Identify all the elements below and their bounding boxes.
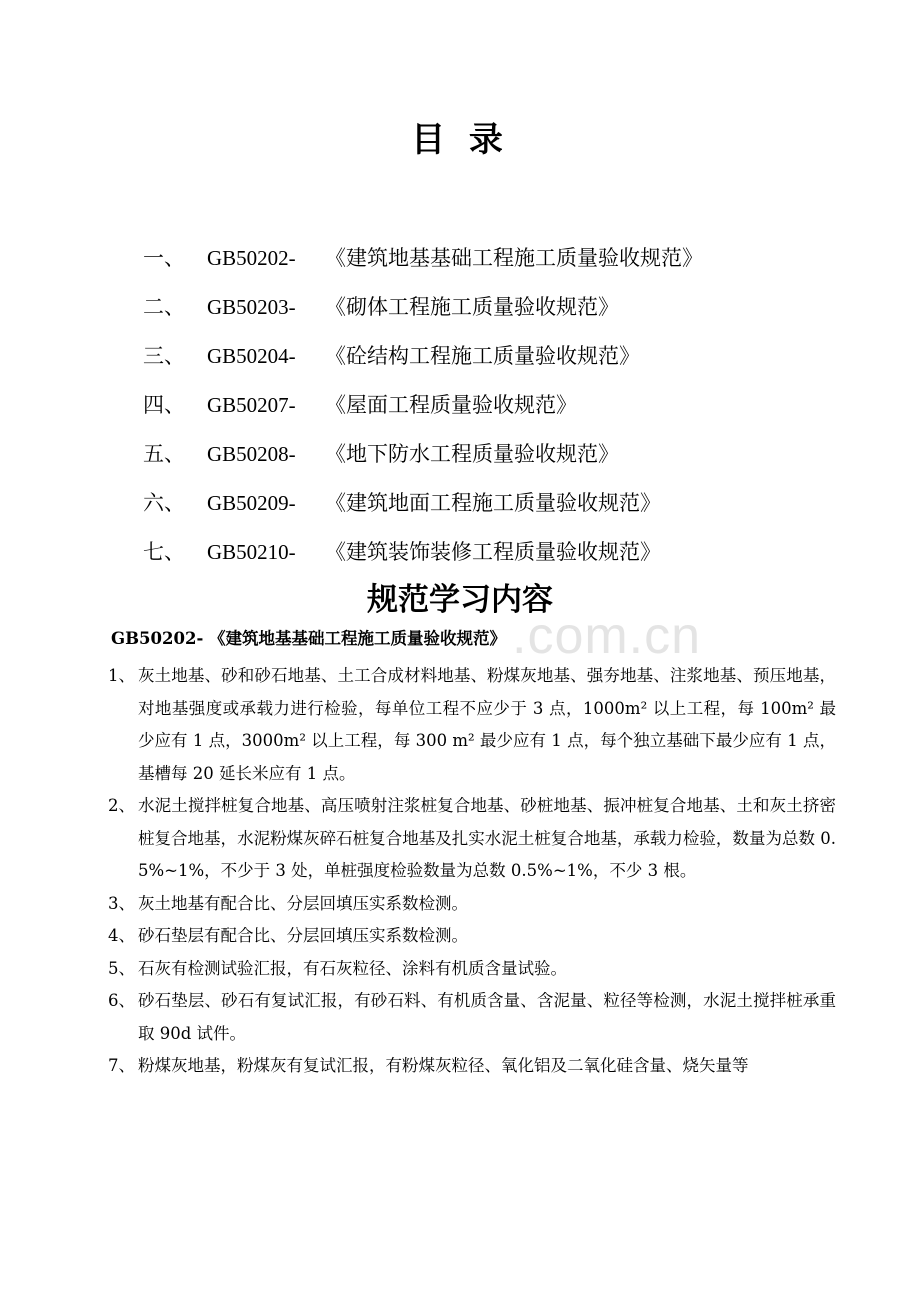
toc-number: 二、 [143, 295, 185, 319]
list-item [108, 1050, 836, 1083]
toc-number: 一、 [143, 246, 185, 270]
toc-code: GB50210- [207, 540, 296, 564]
toc-number: 六、 [143, 491, 185, 515]
list-item [108, 888, 836, 921]
list-item [108, 985, 836, 1050]
toc-item [143, 436, 843, 485]
toc-item [143, 338, 843, 387]
page-title: 目 录 [411, 120, 509, 160]
list-item [108, 790, 836, 888]
toc-name: 《砌体工程施工质量验收规范》 [325, 295, 619, 319]
toc-item [143, 387, 843, 436]
toc-number: 七、 [143, 540, 185, 564]
toc-name: 《建筑装饰装修工程质量验收规范》 [325, 540, 661, 564]
item-number: 5、 [108, 958, 135, 978]
table-of-contents [143, 240, 843, 583]
standard-subheading: GB50202- 《建筑地基基础工程施工质量验收规范》 [111, 629, 507, 648]
item-text: 石灰有检测试验汇报，有石灰粒径、涂料有机质含量试验。 [138, 958, 567, 978]
toc-code: GB50204- [207, 344, 296, 368]
toc-item [143, 485, 843, 534]
toc-item [143, 289, 843, 338]
item-number: 7、 [108, 1056, 135, 1075]
list-item [108, 660, 836, 790]
item-text: 灰土地基有配合比、分层回填压实系数检测。 [138, 893, 468, 913]
item-number: 1、 [108, 666, 135, 685]
list-item [108, 920, 836, 953]
toc-item [143, 240, 843, 289]
item-text: 粉煤灰地基，粉煤灰有复试汇报，有粉煤灰粒径、氧化铝及二氧化硅含量、烧矢量等 [138, 1056, 749, 1075]
item-text: 灰土地基、砂和砂石地基、土工合成材料地基、粉煤灰地基、强夯地基、注浆地基、预压地基，对地基强度或承载力进行检验，每单位工程不应少于 3 点，1000m² 以上工程，每 100m² 最少应有 1 点，3000m² 以上工程，每 300 m² 最少应有 1 点，每个独立基础下最少应有 1 点，基槽每 20 延长米应有 1 点。 [138, 666, 836, 783]
toc-code: GB50208- [207, 442, 296, 466]
item-number: 2、 [108, 796, 135, 815]
toc-number: 四、 [143, 393, 185, 417]
item-number: 3、 [108, 893, 135, 913]
toc-name: 《屋面工程质量验收规范》 [325, 393, 577, 417]
toc-name: 《建筑地面工程施工质量验收规范》 [325, 491, 661, 515]
item-text: 砂石垫层、砂石有复试汇报，有砂石料、有机质含量、含泥量、粒径等检测，水泥土搅拌桩承重取 90d 试件。 [138, 991, 836, 1043]
toc-name: 《地下防水工程质量验收规范》 [325, 442, 619, 466]
toc-number: 三、 [143, 344, 185, 368]
toc-code: GB50203- [207, 295, 296, 319]
watermark: .com.cn [512, 607, 702, 665]
section-title: 规范学习内容 [367, 582, 553, 618]
item-text: 砂石垫层有配合比、分层回填压实系数检测。 [138, 926, 468, 945]
toc-code: GB50202- [207, 246, 296, 270]
toc-code: GB50209- [207, 491, 296, 515]
toc-name: 《建筑地基基础工程施工质量验收规范》 [325, 246, 703, 270]
list-item [108, 953, 836, 986]
toc-name: 《砼结构工程施工质量验收规范》 [325, 344, 640, 368]
toc-code: GB50207- [207, 393, 296, 417]
item-number: 6、 [108, 991, 135, 1010]
item-text: 水泥土搅拌桩复合地基、高压喷射注浆桩复合地基、砂桩地基、振冲桩复合地基、土和灰土挤密桩复合地基，水泥粉煤灰碎石桩复合地基及扎实水泥土桩复合地基，承载力检验，数量为总数 0.5%~1%，不少于 3 处，单桩强度检验数量为总数 0.5%~1%，不少 3 根。 [138, 796, 836, 880]
item-number: 4、 [108, 926, 135, 945]
toc-number: 五、 [143, 442, 185, 466]
requirement-list [108, 660, 836, 1083]
